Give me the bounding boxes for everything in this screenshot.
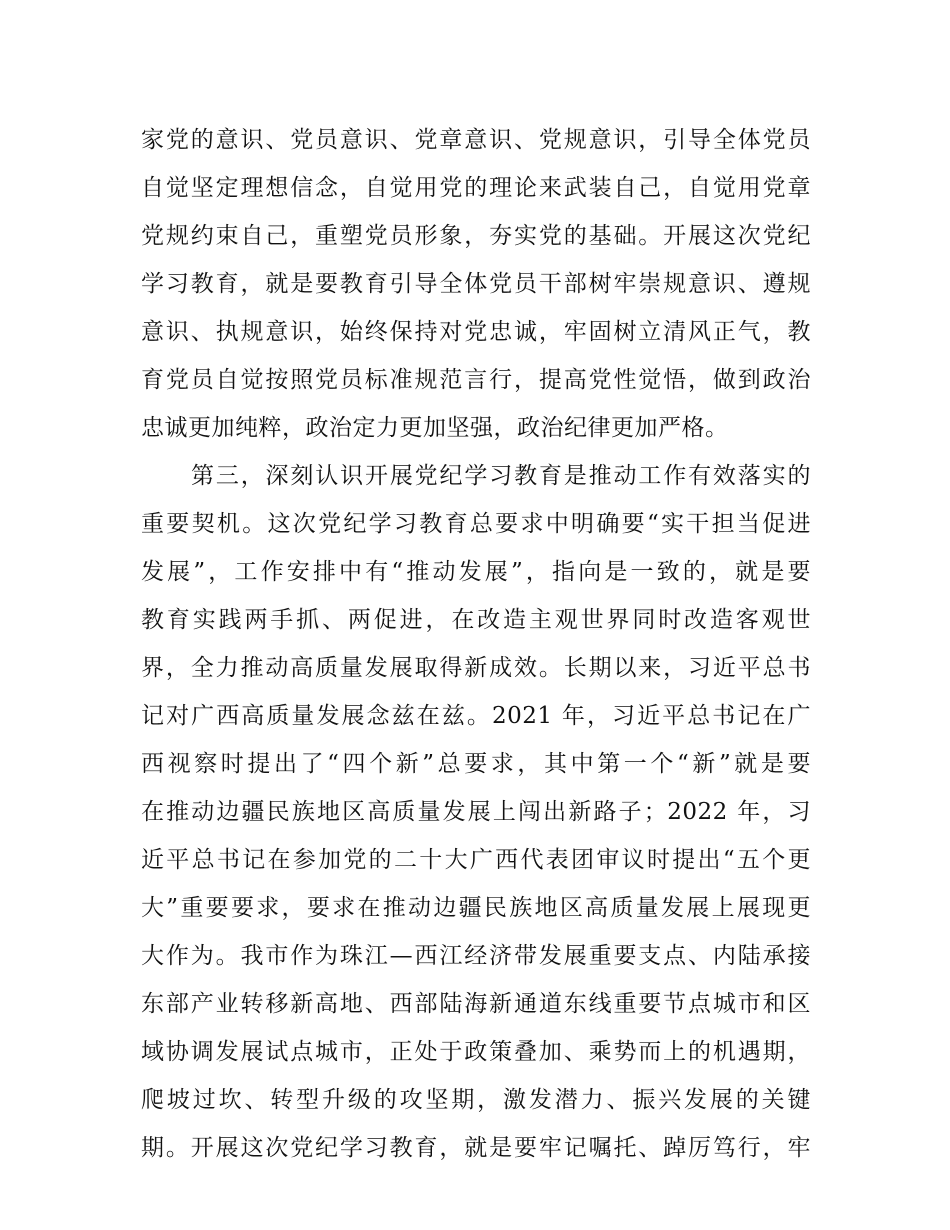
text-line: 自觉坚定理想信念，自觉用党的理论来武装自己，自觉用党章 <box>141 175 811 201</box>
text-line: 党规约束自己，重塑党员形象，夯实党的基础。开展这次党纪 <box>141 223 811 249</box>
text-line: 重要契机。这次党纪学习教育总要求中明确要“实干担当促进 <box>141 511 811 537</box>
text-line: 教育实践两手抓、两促进，在改造主观世界同时改造客观世 <box>141 607 811 633</box>
text-line: 家党的意识、党员意识、党章意识、党规意识，引导全体党员 <box>141 127 811 153</box>
text-line: 大作为。我市作为珠江—西江经济带发展重要支点、内陆承接 <box>141 943 811 969</box>
body-text <box>141 116 811 1172</box>
text-line: 界，全力推动高质量发展取得新成效。长期以来，习近平总书 <box>141 655 811 681</box>
text-line: 发展”，工作安排中有“推动发展”，指向是一致的，就是要 <box>141 559 811 585</box>
text-line: 西视察时提出了“四个新”总要求，其中第一个“新”就是要 <box>141 751 811 777</box>
text-line: 近平总书记在参加党的二十大广西代表团审议时提出“五个更 <box>141 847 811 873</box>
text-line: 意识、执规意识，始终保持对党忠诚，牢固树立清风正气，教 <box>141 319 811 345</box>
text-line: 期。开展这次党纪学习教育，就是要牢记嘱托、踔厉笃行，牢 <box>141 1135 811 1161</box>
paragraph-start-line: 第三，深刻认识开展党纪学习教育是推动工作有效落实的 <box>191 463 811 489</box>
text-line: 育党员自觉按照党员标准规范言行，提高党性觉悟，做到政治 <box>141 367 811 393</box>
text-line: 学习教育，就是要教育引导全体党员干部树牢崇规意识、遵规 <box>141 271 811 297</box>
paragraph-end-line: 忠诚更加纯粹，政治定力更加坚强，政治纪律更加严格。 <box>141 415 729 441</box>
text-line: 在推动边疆民族地区高质量发展上闯出新路子；2022 年，习 <box>141 799 811 825</box>
text-line: 记对广西高质量发展念兹在兹。2021 年，习近平总书记在广 <box>141 703 811 729</box>
text-line: 域协调发展试点城市，正处于政策叠加、乘势而上的机遇期， <box>141 1039 811 1065</box>
text-line: 东部产业转移新高地、西部陆海新通道东线重要节点城市和区 <box>141 991 811 1017</box>
text-line: 爬坡过坎、转型升级的攻坚期，激发潜力、振兴发展的关键 <box>141 1087 811 1113</box>
text-line: 大”重要要求，要求在推动边疆民族地区高质量发展上展现更 <box>141 895 811 921</box>
